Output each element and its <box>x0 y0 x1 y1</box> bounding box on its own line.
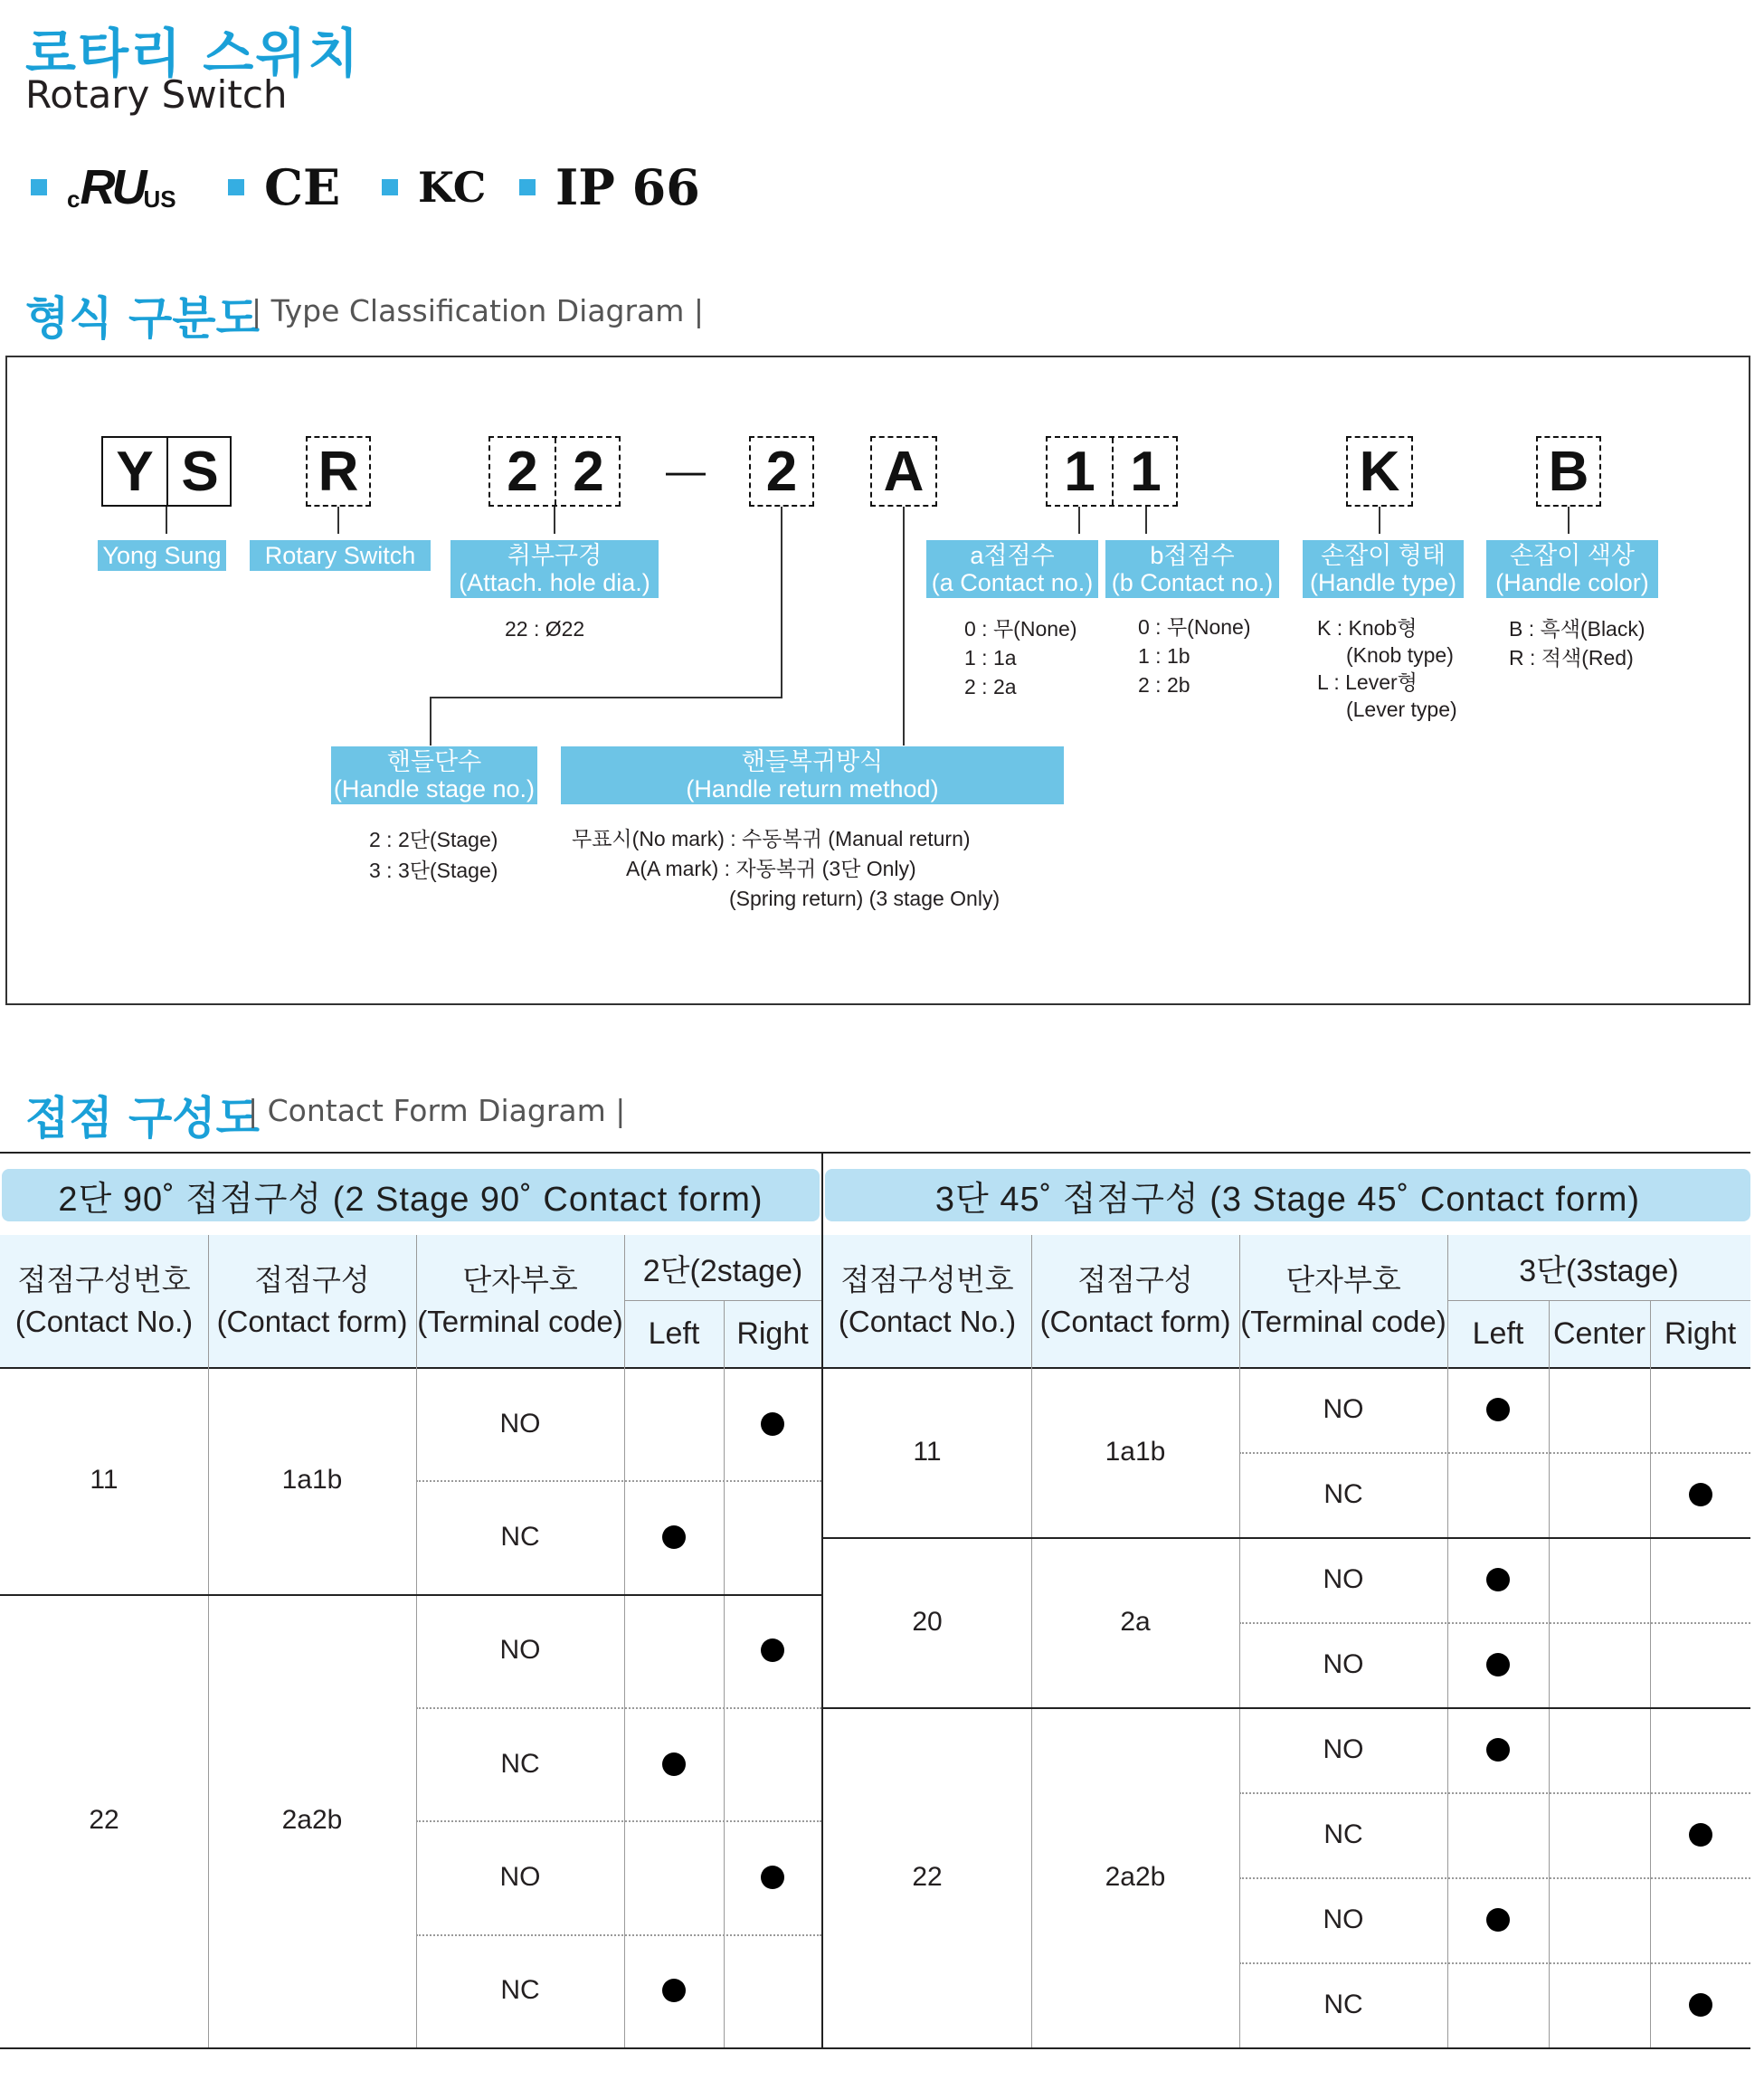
code-box-ys <box>101 436 232 507</box>
contact-dot-icon <box>761 1638 784 1662</box>
code-box-r <box>306 436 371 507</box>
contact-no-cell: 11 <box>913 1437 942 1467</box>
contact-dot-icon <box>1486 1738 1510 1762</box>
code-char: 2 <box>507 440 538 503</box>
contact-dot-icon <box>1486 1568 1510 1591</box>
code-char: R <box>318 440 359 503</box>
desc-handle-type: K : Knob형 (Knob type) L : Lever형 (Lever type) <box>1317 616 1457 721</box>
contact-form-tables <box>0 1152 1750 2047</box>
label-attach-hole: 취부구경 (Attach. hole dia.) <box>450 540 659 598</box>
page-title-korean: 로타리 스위치 <box>25 23 361 84</box>
table-2stage-title: 2단 90˚ 접점구성 (2 Stage 90˚ Contact form) <box>2 1169 820 1221</box>
label-yong-sung: Yong Sung <box>98 540 226 571</box>
contact-dot-icon <box>1486 1908 1510 1932</box>
terminal-code-cell: NC <box>1323 1479 1363 1509</box>
code-char: A <box>883 440 925 503</box>
ul-logo-icon: c RU US <box>67 160 176 214</box>
contact-dot-icon <box>761 1412 784 1436</box>
code-char: 2 <box>765 440 798 503</box>
label-a-contact: a접점수 (a Contact no.) <box>926 540 1098 598</box>
ce-logo-icon: CE <box>264 158 341 216</box>
contact-dot-icon <box>1689 1483 1712 1506</box>
contact-no-cell: 22 <box>912 1862 943 1892</box>
header-contact-form: 접점구성 (Contact form) <box>1039 1263 1231 1338</box>
header-stage: 3단(3stage) <box>1519 1253 1679 1288</box>
bullet-square-icon <box>228 179 244 195</box>
type-section-subtitle: | Type Classification Diagram | <box>251 293 705 328</box>
terminal-code-cell: NO <box>1323 1649 1364 1679</box>
contact-section-title: 접점 구성도 <box>25 1092 260 1144</box>
ip-rating <box>519 156 700 219</box>
contact-no-cell: 11 <box>90 1465 119 1496</box>
contact-dot-icon <box>662 1752 686 1776</box>
terminal-code-cell: NC <box>1323 1819 1363 1849</box>
terminal-code-cell: NO <box>499 1861 541 1892</box>
contact-no-cell: 20 <box>912 1607 943 1637</box>
contact-section-subtitle: | Contact Form Diagram | <box>248 1093 626 1128</box>
header-contact-no: 접점구성번호 (Contact No.) <box>838 1263 1017 1338</box>
code-box-attach <box>488 436 621 507</box>
certification-row <box>31 156 718 219</box>
terminal-code-cell: NC <box>1323 1990 1363 2019</box>
contact-dot-icon <box>662 1979 686 2002</box>
code-char: B <box>1548 440 1589 503</box>
code-char: 1 <box>1064 440 1095 503</box>
header-contact-form: 접점구성 (Contact form) <box>216 1263 408 1338</box>
terminal-code-cell: NO <box>499 1408 541 1439</box>
desc-handle-color: B : 흑색(Black) R : 적색(Red) <box>1509 617 1645 670</box>
terminal-code-cell: NO <box>499 1635 541 1666</box>
contact-dot-icon <box>1689 1823 1712 1847</box>
code-char: Y <box>116 440 154 503</box>
label-handle-type: 손잡이 형태 (Handle type) <box>1303 540 1464 598</box>
label-handle-stage: 핸들단수 (Handle stage no.) <box>331 746 537 804</box>
table-3stage-title: 3단 45˚ 접점구성 (3 Stage 45˚ Contact form) <box>825 1169 1750 1221</box>
type-section-title: 형식 구분도 <box>25 292 260 345</box>
header-right: Right <box>736 1315 809 1351</box>
contact-dot-icon <box>1486 1653 1510 1676</box>
terminal-code-cell: NC <box>500 1975 540 2006</box>
code-separator: — <box>666 449 706 493</box>
code-box-stage <box>749 436 814 507</box>
header-center: Center <box>1552 1315 1646 1351</box>
code-box-contacts <box>1046 436 1178 507</box>
desc-a-contact: 0 : 무(None) 1 : 1a 2 : 2a <box>964 617 1077 698</box>
code-char: S <box>181 440 219 503</box>
contact-dot-icon <box>1689 1993 1712 2017</box>
contact-form-cell: 2a <box>1120 1607 1151 1637</box>
bullet-square-icon <box>519 179 536 195</box>
contact-form-cell: 2a2b <box>1105 1862 1166 1892</box>
code-box-return <box>870 436 937 507</box>
ce-mark <box>228 156 340 219</box>
code-box-handle-type <box>1346 436 1413 507</box>
terminal-code-cell: NC <box>500 1748 540 1779</box>
type-classification-diagram <box>5 356 1750 1005</box>
header-terminal-code: 단자부호 (Terminal code) <box>1240 1263 1446 1338</box>
page-title-english: Rotary Switch <box>25 72 288 117</box>
contact-form-cell: 1a1b <box>281 1465 343 1496</box>
code-char: K <box>1359 440 1400 503</box>
header-left: Left <box>648 1315 700 1351</box>
terminal-code-cell: NO <box>1323 1904 1364 1934</box>
terminal-code-cell: NC <box>500 1521 540 1552</box>
label-handle-return: 핸들복귀방식 (Handle return method) <box>561 746 1064 804</box>
label-rotary-switch: Rotary Switch <box>250 540 431 571</box>
desc-handle-stage: 2 : 2단(Stage) 3 : 3단(Stage) <box>369 828 498 882</box>
kc-logo-icon: KC <box>418 163 487 212</box>
desc-handle-return: 무표시(No mark) : 수동복귀 (Manual return) A(A mark) : 자동복귀 (3단 Only) (Spring return) (3 stage Only) <box>572 827 1001 910</box>
code-char: 1 <box>1130 440 1162 503</box>
header-right: Right <box>1664 1315 1737 1351</box>
label-handle-color: 손잡이 색상 (Handle color) <box>1486 540 1658 598</box>
terminal-code-cell: NO <box>1323 1394 1364 1424</box>
header-terminal-code: 단자부호 (Terminal code) <box>417 1263 623 1338</box>
contact-dot-icon <box>662 1525 686 1549</box>
bullet-square-icon <box>382 179 398 195</box>
ip-rating-text: IP 66 <box>555 158 700 216</box>
code-char: 2 <box>573 440 604 503</box>
code-box-handle-color <box>1536 436 1601 507</box>
bullet-square-icon <box>31 179 47 195</box>
contact-dot-icon <box>761 1866 784 1889</box>
header-contact-no: 접점구성번호 (Contact No.) <box>14 1263 194 1338</box>
desc-attach: 22 : Ø22 <box>505 617 585 641</box>
label-b-contact: b접점수 (b Contact no.) <box>1105 540 1279 598</box>
header-left: Left <box>1472 1315 1524 1351</box>
terminal-code-cell: NO <box>1323 1564 1364 1594</box>
desc-b-contact: 0 : 무(None) 1 : 1b 2 : 2b <box>1138 615 1251 697</box>
cul-us-mark <box>31 156 176 219</box>
kc-mark <box>382 156 486 219</box>
contact-dot-icon <box>1486 1398 1510 1421</box>
contact-form-cell: 2a2b <box>281 1805 343 1836</box>
contact-no-cell: 22 <box>89 1805 119 1836</box>
header-stage: 2단(2stage) <box>642 1253 803 1288</box>
terminal-code-cell: NO <box>1323 1734 1364 1764</box>
contact-form-cell: 1a1b <box>1105 1437 1166 1467</box>
